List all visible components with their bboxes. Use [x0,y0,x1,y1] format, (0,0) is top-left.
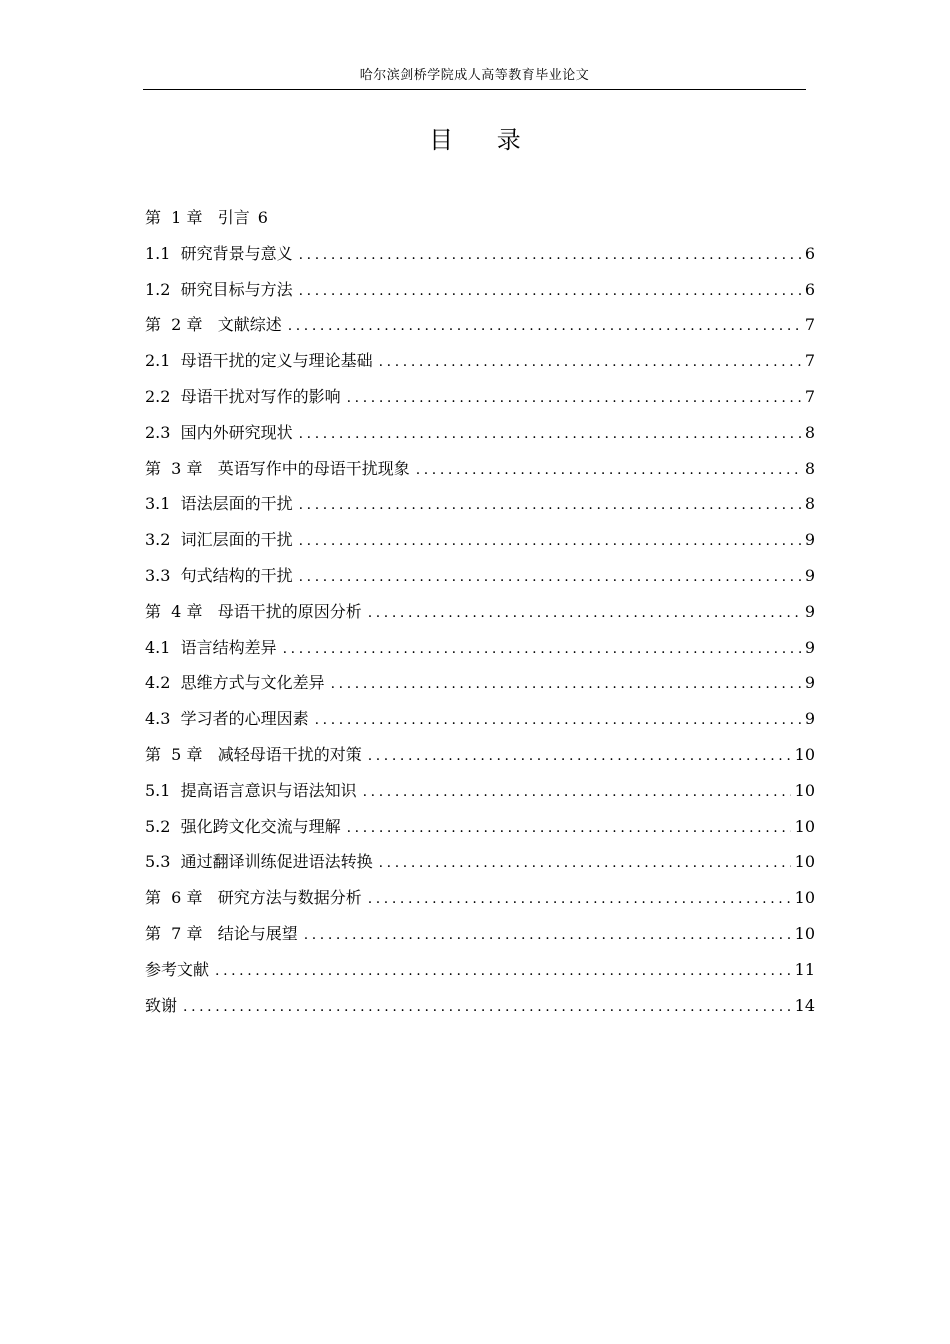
toc-dot-leader [368,743,791,769]
toc-entry-page: 10 [794,744,815,764]
toc-entry-page: 8 [804,494,815,514]
toc-entry-label: 5.1 提高语言意识与语法知识 [145,780,357,800]
header-rule [143,89,806,90]
toc-entry[interactable] [145,599,815,635]
toc-entry-label: 致谢 [145,995,178,1015]
toc-entry-label: 第 5 章 减轻母语干扰的对策 [145,744,362,764]
toc-entry-label: 第 2 章 文献综述 [145,315,282,335]
toc-entry-label: 第 6 章 研究方法与数据分析 [145,888,362,908]
toc-entry-page: 6 [804,279,815,299]
toc-entry-label: 3.3 句式结构的干扰 [145,565,293,585]
toc-entry[interactable] [145,993,815,1029]
toc-entry-label: 第 7 章 结论与展望 [145,923,298,943]
toc-entry[interactable] [145,348,815,384]
toc-entry-page: 6 [257,208,268,227]
toc-entry-label: 3.2 词汇层面的干扰 [145,530,293,550]
toc-entry[interactable] [145,814,815,850]
toc-dot-leader [299,278,801,304]
toc-entry[interactable] [145,778,815,814]
toc-entry-page: 9 [804,637,815,657]
toc-entry-label: 4.1 语言结构差异 [145,637,277,657]
toc-dot-leader [283,636,801,662]
toc-entry-page: 10 [794,780,815,800]
toc-entry-page: 14 [794,995,815,1015]
toc-entry-label: 参考文献 [145,959,210,979]
toc-entry-label: 第 4 章 母语干扰的原因分析 [145,601,362,621]
toc-entry-label: 第 3 章 英语写作中的母语干扰现象 [145,458,410,478]
toc-entry[interactable] [145,670,815,706]
toc-entry[interactable] [145,312,815,348]
toc-entry-page: 8 [804,458,815,478]
toc-dot-leader [416,457,801,483]
toc-entry[interactable] [145,885,815,921]
toc-dot-leader [299,242,801,268]
toc-entry[interactable] [145,849,815,885]
toc-entry-page: 9 [804,709,815,729]
toc-entry-page: 9 [804,601,815,621]
toc-entry-label: 5.2 强化跨文化交流与理解 [145,816,341,836]
toc-entry-label: 2.3 国内外研究现状 [145,422,293,442]
toc-dot-leader [299,528,801,554]
toc-dot-leader [315,707,801,733]
toc-dot-leader [288,313,801,339]
toc-entry-label: 2.2 母语干扰对写作的影响 [145,386,341,406]
toc-entry[interactable] [145,527,815,563]
running-header: 哈尔滨剑桥学院成人高等教育毕业论文 [359,68,590,83]
toc-entry-page: 8 [804,422,815,442]
toc-dot-leader [299,492,801,518]
toc-dot-leader [368,886,791,912]
table-of-contents [145,205,815,1028]
toc-entry-page: 7 [804,315,815,335]
toc-entry[interactable] [145,420,815,456]
toc-entry-label: 1.1 研究背景与意义 [145,243,293,263]
toc-entry-label: 3.1 语法层面的干扰 [145,494,293,514]
toc-entry[interactable] [145,277,815,313]
toc-entry-page: 10 [794,923,815,943]
toc-entry[interactable] [145,921,815,957]
toc-dot-leader [331,671,801,697]
toc-entry-page: 11 [794,959,815,979]
toc-entry-page: 10 [794,852,815,872]
toc-entry-page: 9 [804,530,815,550]
toc-dot-leader [347,385,801,411]
toc-entry[interactable] [145,456,815,492]
toc-dot-leader [183,994,791,1020]
toc-entry[interactable] [145,742,815,778]
toc-entry-page: 7 [804,351,815,371]
toc-entry-page: 9 [804,565,815,585]
toc-dot-leader [368,600,801,626]
toc-entry-label: 第 1 章 引言 [145,208,250,227]
toc-entry[interactable] [145,491,815,527]
toc-title: 目 录 [429,126,539,154]
toc-entry-page: 10 [794,816,815,836]
toc-dot-leader [299,564,801,590]
toc-entry-page: 6 [804,243,815,263]
toc-entry-page: 9 [804,673,815,693]
toc-entry[interactable] [145,563,815,599]
toc-entry-label: 1.2 研究目标与方法 [145,279,293,299]
toc-dot-leader [363,779,791,805]
toc-entry[interactable] [145,384,815,420]
toc-entry-label: 4.2 思维方式与文化差异 [145,673,325,693]
toc-entry[interactable] [145,957,815,993]
toc-entry[interactable] [145,706,815,742]
toc-dot-leader [379,850,791,876]
toc-entry[interactable] [145,241,815,277]
toc-entry[interactable] [145,205,815,241]
toc-entry-label: 5.3 通过翻译训练促进语法转换 [145,852,373,872]
toc-entry-page: 10 [794,888,815,908]
toc-dot-leader [215,958,791,984]
toc-entry-page: 7 [804,386,815,406]
toc-entry-label: 4.3 学习者的心理因素 [145,709,309,729]
toc-dot-leader [379,349,801,375]
toc-dot-leader [299,421,801,447]
toc-dot-leader [304,922,791,948]
toc-entry[interactable] [145,635,815,671]
toc-dot-leader [347,815,791,841]
toc-entry-label: 2.1 母语干扰的定义与理论基础 [145,351,373,371]
